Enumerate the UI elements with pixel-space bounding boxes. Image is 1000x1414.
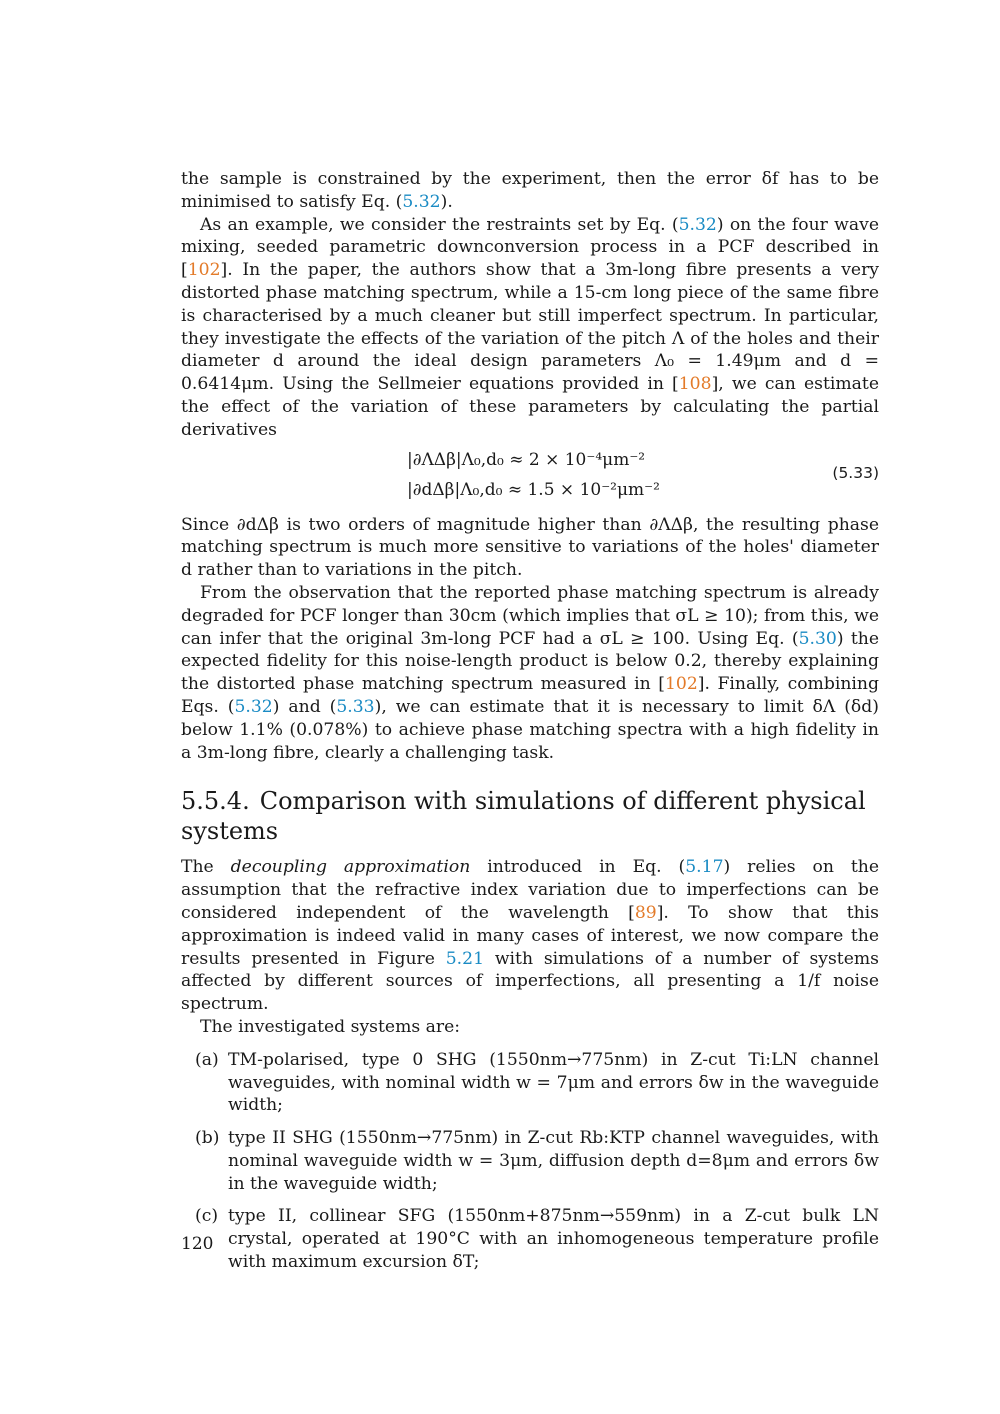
list-item [181,1205,879,1273]
section-title: Comparison with simulations of different physical systems [181,787,866,846]
citation-link[interactable]: 102 [187,260,221,281]
page-body [181,168,879,1284]
text: ) the expected fidelity for this noise-length product is below 0.2, thereby explaining the distorted phase matching spectrum measured in [ [181,628,879,695]
text: the sample is constrained by the experiment, then the error δf has to be minimised to satisfy Eq. ( [181,169,879,212]
equation-line-2: |∂dΔβ|Λ₀,d₀ ≈ 1.5 × 10⁻²μm⁻² [407,479,660,500]
figure-ref-link[interactable]: 5.21 [445,948,485,969]
list-item [181,1127,879,1195]
text: ), we can estimate that it is necessary to limit δΛ (δd) below 1.1% (0.078%) to achieve phase matching spectra with a high fidelity in a 3m-long fibre, clearly a challenging task. [181,696,879,763]
list-item [181,1049,879,1117]
paragraph-sensitivity: Since ∂dΔβ is two orders of magnitude higher than ∂ΛΔβ, the resulting phase matching spectrum is much more sensitive to variations of the holes' diameter d rather than to variations in the pitch. [181,514,879,581]
equation-ref-link[interactable]: 5.33 [336,696,375,717]
paragraph-systems-intro: The investigated systems are: [200,1016,461,1037]
paragraph-decoupling [181,856,879,1016]
text: ]. To show that this approximation is indeed valid in many cases of interest, we now compare the results presented in Figure [181,902,880,969]
equation-number: (5.33) [832,463,879,482]
list-item-text: type II SHG (1550nm→775nm) in Z-cut Rb:KTP channel waveguides, with nominal waveguide width w = 3μm, diffusion depth d=8μm and errors δw in the waveguide width; [228,1128,879,1194]
text: ) relies on the assumption that the refractive index variation due to imperfections can be considered independent of the wavelength [ [181,857,880,923]
list-item-label: (b) [195,1128,220,1149]
text: As an example, we consider the restraints set by Eq. ( [200,214,679,235]
list-item-text: type II, collinear SFG (1550nm+875nm→559nm) in a Z-cut bulk LN crystal, operated at 190°C with an inhomogeneous temperature profile with maximum excursion δT; [228,1206,879,1273]
paragraph-intro [181,168,879,214]
page-number: 120 [181,1234,214,1254]
list-item-label: (c) [195,1206,219,1227]
equation-5-33 [181,444,879,512]
equation-ref-link[interactable]: 5.32 [402,191,441,212]
list-item-text: TM-polarised, type 0 SHG (1550nm→775nm) in Z-cut Ti:LN channel waveguides, with nominal width w = 7μm and errors δw in the waveguide width; [228,1049,879,1116]
section-heading [181,786,879,846]
text: ]. Finally, combining Eqs. ( [181,674,879,717]
text: ]. In the paper, the authors show that a 3m-long fibre presents a very distorted phase matching spectrum, while a 15-cm long piece of the same fibre is characterised by a much cleaner but still imperfect spectrum. In particular, they investigate the effects of the variation of the pitch Λ of the holes and their diameter d around the ideal design parameters Λ₀ = 1.49μm and d = 0.6414μm. Using the Sellmeier equations provided in [ [181,260,879,395]
text: ], we can estimate the effect of the variation of these parameters by calculating the partial derivatives [181,374,880,440]
list-item-label: (a) [195,1049,219,1070]
text: ) and ( [272,696,337,717]
systems-list [181,1049,879,1274]
citation-link[interactable]: 108 [678,374,712,395]
equation-ref-link[interactable]: 5.32 [234,696,273,717]
citation-link[interactable]: 89 [634,902,657,923]
equation-ref-link[interactable]: 5.17 [685,857,724,878]
equation-ref-link[interactable]: 5.32 [678,214,717,235]
text: ). [440,191,453,212]
section-number: 5.5.4. [181,787,250,816]
text: with simulations of a number of systems affected by different sources of imperfections, all presenting a 1/f noise spectrum. [181,948,879,1015]
equation-ref-link[interactable]: 5.30 [798,628,837,649]
paragraph-observation [181,582,879,764]
text: From the observation that the reported phase matching spectrum is already degraded for PCF longer than 30cm (which implies that σL ≥ 10); from this, we can infer that the original 3m-long PCF had a σL ≥ 100. Using Eq. ( [181,582,879,649]
text: ) on the four wave mixing, seeded parametric downconversion process in a PCF described in [ [181,214,879,281]
citation-link[interactable]: 102 [664,674,698,695]
text: introduced in Eq. ( [470,857,686,878]
emphasis: decoupling approximation [230,857,471,878]
equation-line-1: |∂ΛΔβ|Λ₀,d₀ ≈ 2 × 10⁻⁴μm⁻² [407,449,646,470]
text: The [181,857,231,878]
paragraph-example [181,214,879,442]
